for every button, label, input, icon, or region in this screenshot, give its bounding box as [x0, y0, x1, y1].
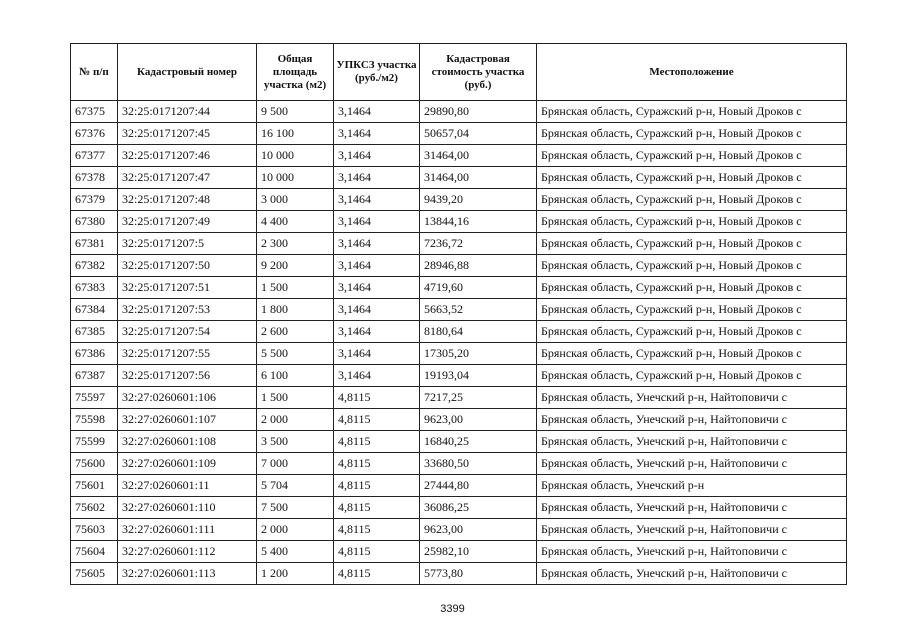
cell-cadastral-value: 7236,72: [420, 233, 537, 255]
cell-upksz: 3,1464: [334, 277, 420, 299]
cell-area: 2 000: [257, 409, 334, 431]
cell-index: 75604: [71, 541, 118, 563]
cell-upksz: 3,1464: [334, 145, 420, 167]
cell-upksz: 3,1464: [334, 167, 420, 189]
cell-area: 10 000: [257, 167, 334, 189]
cell-cadastral-value: 7217,25: [420, 387, 537, 409]
cell-index: 67383: [71, 277, 118, 299]
table-row: [71, 123, 847, 145]
cell-location: Брянская область, Суражский р-н, Новый Дроков с: [537, 365, 847, 387]
cell-location: Брянская область, Суражский р-н, Новый Дроков с: [537, 299, 847, 321]
cell-index: 67377: [71, 145, 118, 167]
cell-area: 1 200: [257, 563, 334, 585]
cell-cadastral-value: 4719,60: [420, 277, 537, 299]
cadastral-table: [70, 43, 847, 585]
cell-index: 75603: [71, 519, 118, 541]
cell-cadastral-value: 28946,88: [420, 255, 537, 277]
cell-upksz: 4,8115: [334, 563, 420, 585]
cell-area: 4 400: [257, 211, 334, 233]
cell-upksz: 3,1464: [334, 299, 420, 321]
cell-cadastral-number: 32:25:0171207:56: [118, 365, 257, 387]
cell-index: 75602: [71, 497, 118, 519]
cell-cadastral-number: 32:25:0171207:55: [118, 343, 257, 365]
cell-index: 67375: [71, 101, 118, 123]
cell-location: Брянская область, Унечский р-н, Найтоповичи с: [537, 387, 847, 409]
cell-location: Брянская область, Унечский р-н, Найтоповичи с: [537, 497, 847, 519]
cell-upksz: 4,8115: [334, 453, 420, 475]
table-row: [71, 431, 847, 453]
header-upksz: УПКСЗ участка (руб./м2): [334, 44, 420, 101]
cell-cadastral-value: 25982,10: [420, 541, 537, 563]
cell-cadastral-number: 32:27:0260601:113: [118, 563, 257, 585]
cell-index: 67379: [71, 189, 118, 211]
cell-cadastral-value: 8180,64: [420, 321, 537, 343]
cell-upksz: 3,1464: [334, 255, 420, 277]
cell-location: Брянская область, Унечский р-н, Найтоповичи с: [537, 541, 847, 563]
cell-cadastral-number: 32:27:0260601:112: [118, 541, 257, 563]
cell-location: Брянская область, Суражский р-н, Новый Дроков с: [537, 123, 847, 145]
table-row: [71, 519, 847, 541]
cell-index: 67380: [71, 211, 118, 233]
cell-location: Брянская область, Суражский р-н, Новый Дроков с: [537, 145, 847, 167]
cell-cadastral-value: 17305,20: [420, 343, 537, 365]
cell-location: Брянская область, Суражский р-н, Новый Дроков с: [537, 343, 847, 365]
cell-area: 2 600: [257, 321, 334, 343]
page-number: 3399: [440, 603, 465, 615]
cell-location: Брянская область, Суражский р-н, Новый Дроков с: [537, 101, 847, 123]
table-header-row: [71, 44, 847, 101]
cell-location: Брянская область, Суражский р-н, Новый Дроков с: [537, 211, 847, 233]
cell-location: Брянская область, Унечский р-н, Найтоповичи с: [537, 409, 847, 431]
cell-cadastral-number: 32:25:0171207:48: [118, 189, 257, 211]
cell-area: 5 704: [257, 475, 334, 497]
cell-cadastral-number: 32:27:0260601:107: [118, 409, 257, 431]
cell-index: 67378: [71, 167, 118, 189]
cell-location: Брянская область, Унечский р-н, Найтоповичи с: [537, 563, 847, 585]
cell-cadastral-number: 32:27:0260601:111: [118, 519, 257, 541]
cell-index: 67387: [71, 365, 118, 387]
table-row: [71, 563, 847, 585]
cell-cadastral-value: 9623,00: [420, 409, 537, 431]
cell-location: Брянская область, Суражский р-н, Новый Дроков с: [537, 277, 847, 299]
cell-area: 5 500: [257, 343, 334, 365]
cell-cadastral-value: 19193,04: [420, 365, 537, 387]
cell-index: 75598: [71, 409, 118, 431]
cell-cadastral-number: 32:27:0260601:108: [118, 431, 257, 453]
table-row: [71, 299, 847, 321]
cell-location: Брянская область, Унечский р-н, Найтоповичи с: [537, 431, 847, 453]
cell-area: 9 200: [257, 255, 334, 277]
cell-cadastral-number: 32:25:0171207:46: [118, 145, 257, 167]
cell-location: Брянская область, Унечский р-н, Найтоповичи с: [537, 453, 847, 475]
cell-cadastral-value: 27444,80: [420, 475, 537, 497]
cell-upksz: 3,1464: [334, 211, 420, 233]
table-row: [71, 211, 847, 233]
cell-cadastral-number: 32:25:0171207:50: [118, 255, 257, 277]
cell-cadastral-number: 32:25:0171207:45: [118, 123, 257, 145]
cell-upksz: 3,1464: [334, 321, 420, 343]
cell-cadastral-number: 32:25:0171207:47: [118, 167, 257, 189]
cell-index: 75601: [71, 475, 118, 497]
cell-location: Брянская область, Суражский р-н, Новый Дроков с: [537, 233, 847, 255]
table-row: [71, 167, 847, 189]
header-area: Общая площадь участка (м2): [257, 44, 334, 101]
cell-area: 7 500: [257, 497, 334, 519]
cell-upksz: 4,8115: [334, 431, 420, 453]
cell-cadastral-number: 32:25:0171207:54: [118, 321, 257, 343]
table-row: [71, 145, 847, 167]
cell-area: 10 000: [257, 145, 334, 167]
cell-upksz: 3,1464: [334, 365, 420, 387]
cell-location: Брянская область, Суражский р-н, Новый Дроков с: [537, 255, 847, 277]
table-row: [71, 277, 847, 299]
cell-area: 9 500: [257, 101, 334, 123]
cell-upksz: 4,8115: [334, 519, 420, 541]
cell-cadastral-value: 29890,80: [420, 101, 537, 123]
cell-area: 3 500: [257, 431, 334, 453]
cell-area: 7 000: [257, 453, 334, 475]
cell-cadastral-value: 50657,04: [420, 123, 537, 145]
table-row: [71, 497, 847, 519]
cell-cadastral-number: 32:25:0171207:49: [118, 211, 257, 233]
header-cadastral-value: Кадастровая стоимость участка (руб.): [420, 44, 537, 101]
cell-cadastral-number: 32:25:0171207:5: [118, 233, 257, 255]
table-row: [71, 387, 847, 409]
cell-upksz: 4,8115: [334, 497, 420, 519]
cell-location: Брянская область, Суражский р-н, Новый Дроков с: [537, 167, 847, 189]
cell-cadastral-value: 9623,00: [420, 519, 537, 541]
table-row: [71, 189, 847, 211]
table-row: [71, 101, 847, 123]
cell-index: 67376: [71, 123, 118, 145]
table-row: [71, 365, 847, 387]
cell-area: 1 500: [257, 387, 334, 409]
cell-cadastral-value: 5773,80: [420, 563, 537, 585]
table-row: [71, 409, 847, 431]
table-row: [71, 255, 847, 277]
cell-area: 5 400: [257, 541, 334, 563]
cell-index: 75597: [71, 387, 118, 409]
table-row: [71, 453, 847, 475]
table-row: [71, 475, 847, 497]
table-row: [71, 541, 847, 563]
table-row: [71, 343, 847, 365]
cell-location: Брянская область, Суражский р-н, Новый Дроков с: [537, 189, 847, 211]
cell-cadastral-number: 32:27:0260601:106: [118, 387, 257, 409]
header-location: Местоположение: [537, 44, 847, 101]
cell-cadastral-value: 31464,00: [420, 167, 537, 189]
cell-upksz: 4,8115: [334, 541, 420, 563]
cell-area: 1 500: [257, 277, 334, 299]
cell-upksz: 3,1464: [334, 123, 420, 145]
header-index: № п/п: [71, 44, 118, 101]
table-body: [71, 101, 847, 585]
cell-area: 3 000: [257, 189, 334, 211]
cell-location: Брянская область, Суражский р-н, Новый Дроков с: [537, 321, 847, 343]
cell-location: Брянская область, Унечский р-н, Найтоповичи с: [537, 519, 847, 541]
cell-index: 75600: [71, 453, 118, 475]
cell-cadastral-number: 32:27:0260601:11: [118, 475, 257, 497]
cell-cadastral-number: 32:25:0171207:44: [118, 101, 257, 123]
cell-cadastral-value: 9439,20: [420, 189, 537, 211]
header-cadastral-number: Кадастровый номер: [118, 44, 257, 101]
cell-index: 75605: [71, 563, 118, 585]
cell-cadastral-number: 32:25:0171207:53: [118, 299, 257, 321]
cell-index: 67386: [71, 343, 118, 365]
table-row: [71, 233, 847, 255]
cell-upksz: 4,8115: [334, 387, 420, 409]
cell-upksz: 3,1464: [334, 233, 420, 255]
table-row: [71, 321, 847, 343]
cell-cadastral-number: 32:27:0260601:109: [118, 453, 257, 475]
cell-location: Брянская область, Унечский р-н: [537, 475, 847, 497]
cell-index: 67381: [71, 233, 118, 255]
cell-area: 6 100: [257, 365, 334, 387]
cell-cadastral-number: 32:25:0171207:51: [118, 277, 257, 299]
cell-cadastral-value: 36086,25: [420, 497, 537, 519]
cell-cadastral-number: 32:27:0260601:110: [118, 497, 257, 519]
cell-index: 67384: [71, 299, 118, 321]
cell-index: 75599: [71, 431, 118, 453]
cell-upksz: 4,8115: [334, 475, 420, 497]
cell-upksz: 4,8115: [334, 409, 420, 431]
cell-upksz: 3,1464: [334, 189, 420, 211]
cell-area: 1 800: [257, 299, 334, 321]
cell-cadastral-value: 31464,00: [420, 145, 537, 167]
cell-cadastral-value: 33680,50: [420, 453, 537, 475]
cell-index: 67385: [71, 321, 118, 343]
cell-cadastral-value: 5663,52: [420, 299, 537, 321]
cell-area: 16 100: [257, 123, 334, 145]
cell-upksz: 3,1464: [334, 343, 420, 365]
cell-upksz: 3,1464: [334, 101, 420, 123]
cell-area: 2 300: [257, 233, 334, 255]
cell-index: 67382: [71, 255, 118, 277]
cell-area: 2 000: [257, 519, 334, 541]
cell-cadastral-value: 16840,25: [420, 431, 537, 453]
cell-cadastral-value: 13844,16: [420, 211, 537, 233]
